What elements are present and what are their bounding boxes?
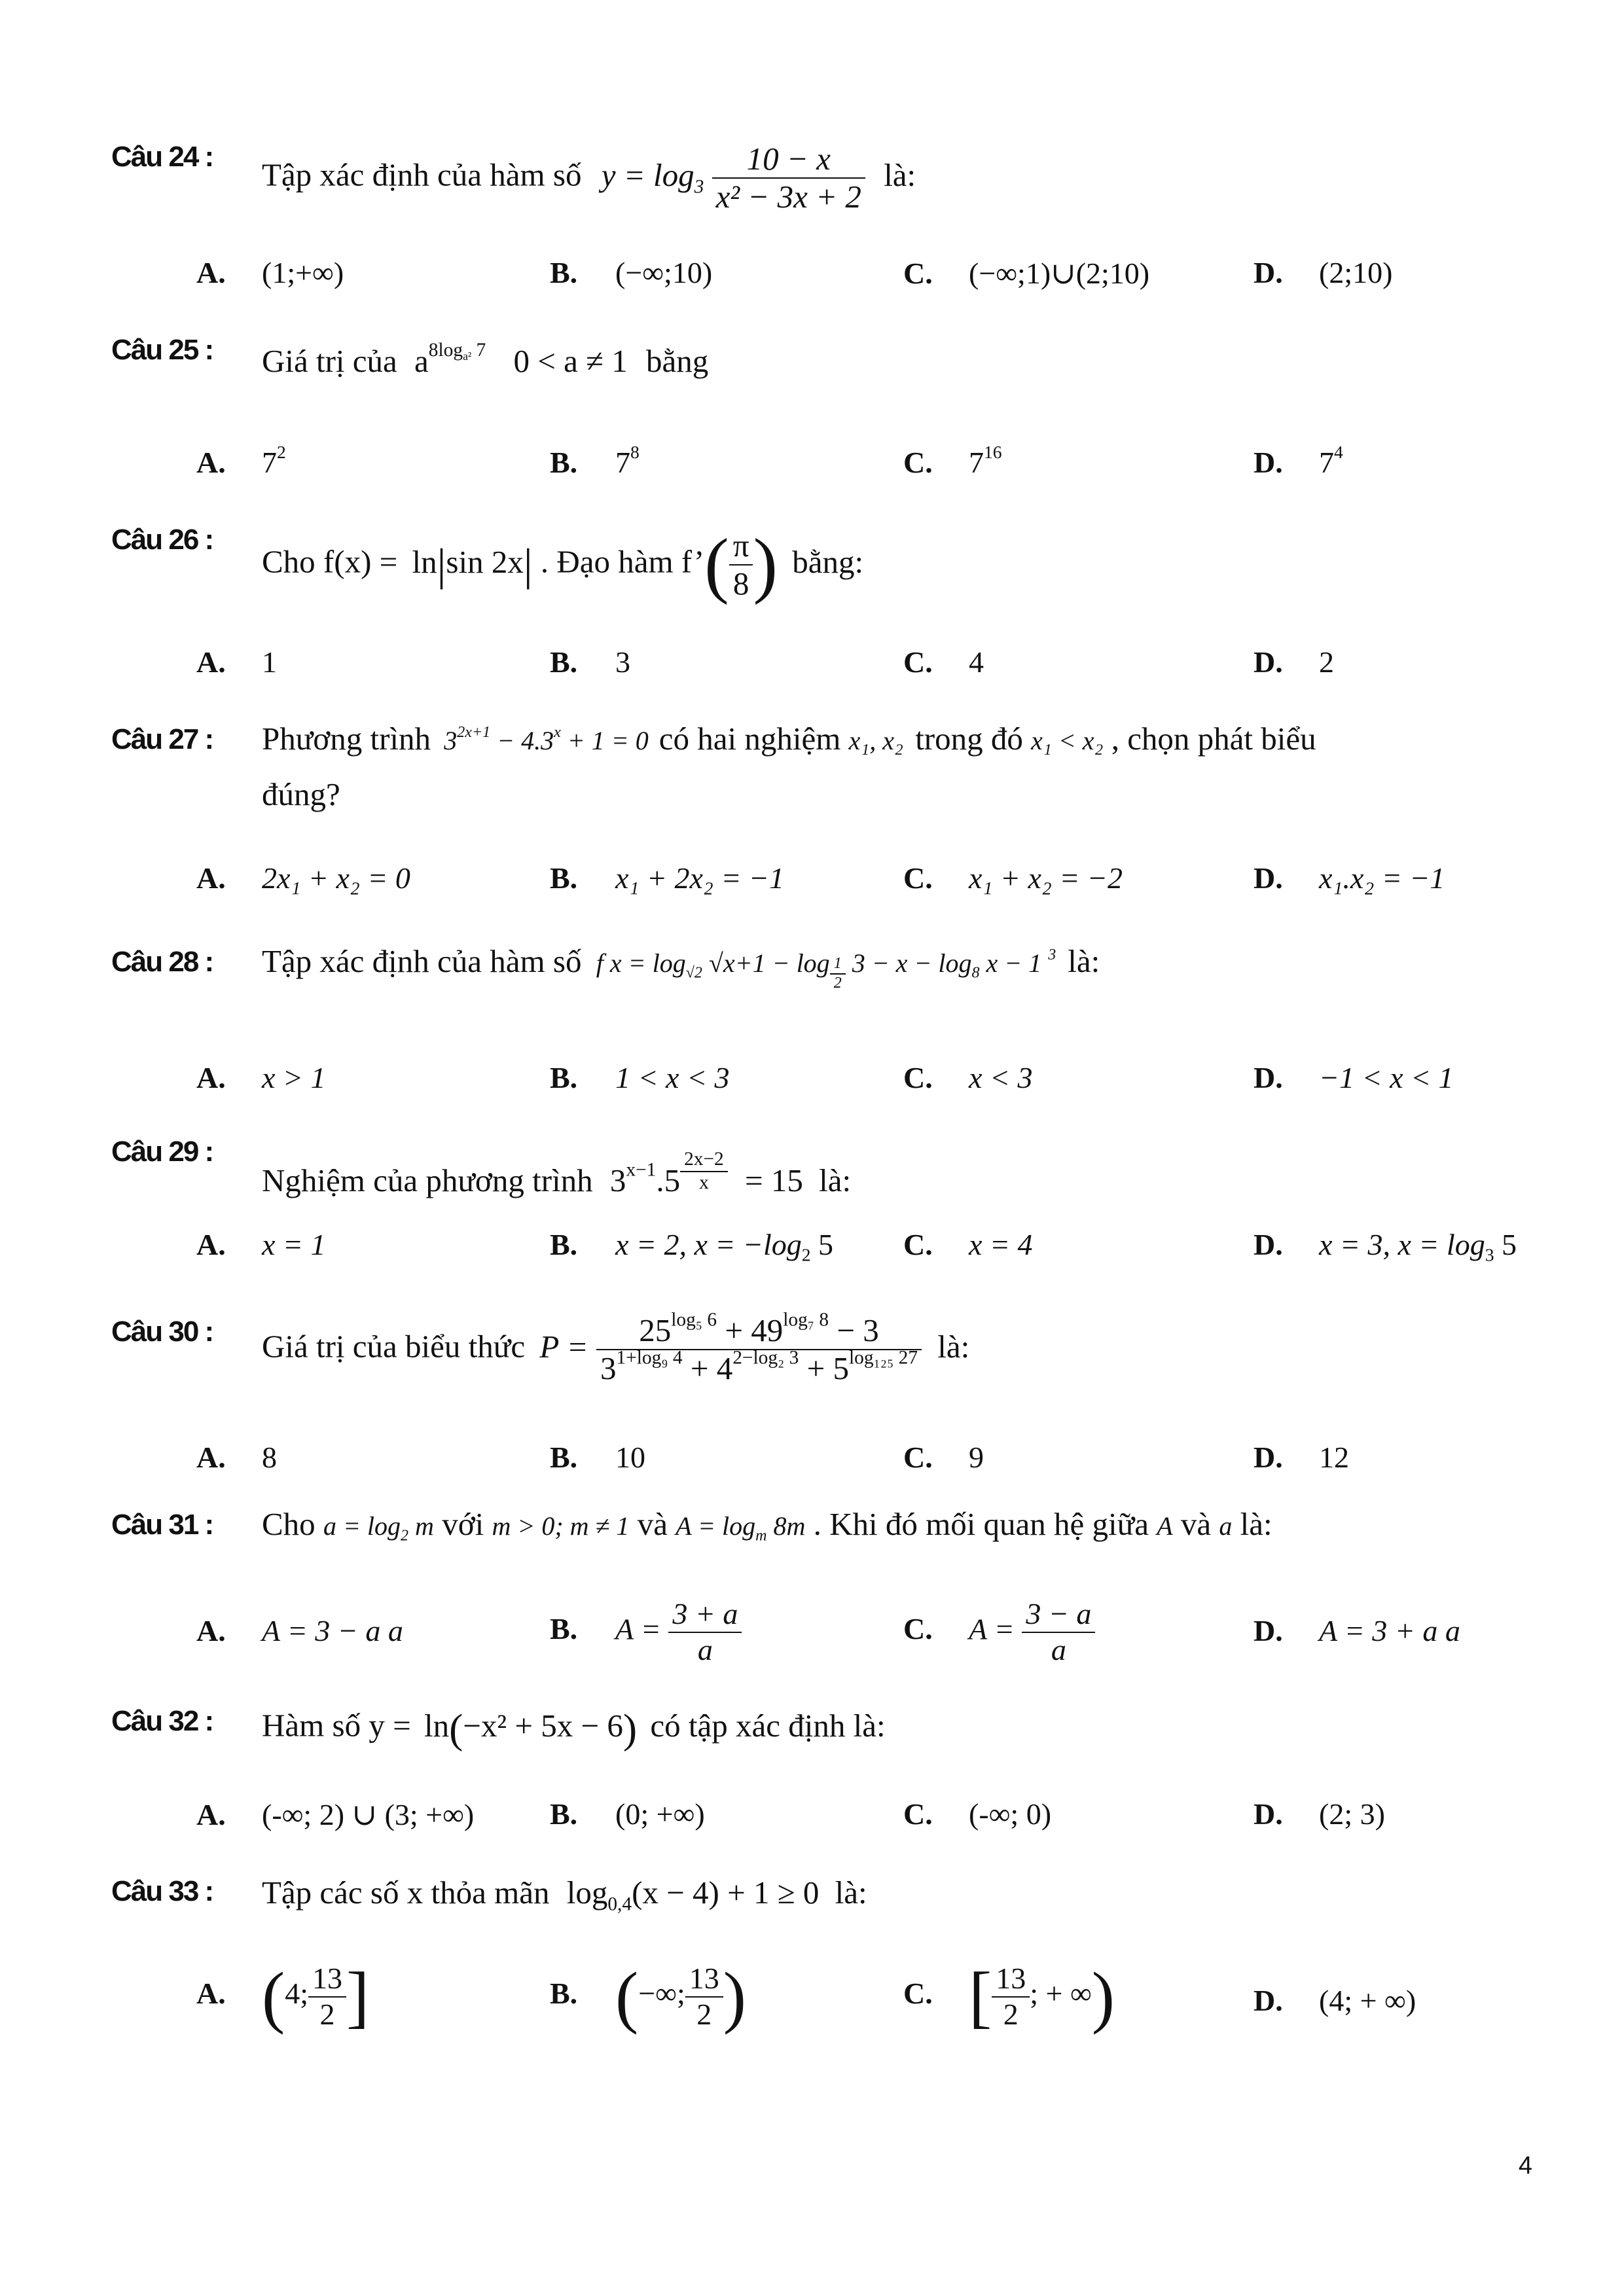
option-c[interactable]: C. x₁ + x₂ = −2 — [903, 861, 1123, 895]
question-stem: Tập xác định của hàm số $y = \log_3$ $\frac{10 - x}{\text{x² − 3x + 2}}$ là: — [262, 141, 916, 215]
question-stem: Cho $a = \log_2 m$ với m > 0; m ≠ 1 và $A = \log_m 8m$ . Khi đó mối quan hệ giữa A và a là: — [262, 1506, 1272, 1545]
option-a[interactable]: A. (4; $\frac{13}{2}$ ] — [196, 1958, 370, 2035]
question-label: Câu 29 : — [111, 1136, 213, 1168]
question-label: Câu 24 : — [111, 141, 213, 173]
option-b[interactable]: B. (0; +∞) — [550, 1797, 705, 1831]
option-c[interactable]: C. [ $\frac{13}{2}$ ; + ∞) — [903, 1958, 1115, 2035]
option-b[interactable]: B. x = 2, $x = -\log_2$ 5 — [550, 1228, 834, 1265]
question-stem-line2: đúng? — [262, 776, 340, 812]
option-b[interactable]: B. 10 — [550, 1441, 645, 1474]
math-expression: ln(−x² + 5x − 6) — [424, 1705, 638, 1751]
math-expression: $a = \log_2 m$ — [323, 1511, 434, 1545]
question-label: Câu 27 : — [111, 723, 213, 755]
option-d[interactable]: D. (4; + ∞) — [1254, 1984, 1416, 2017]
question-stem: Giá trị của biểu thức P = $\frac{25^{log_5 6} + 49^{log_7 8} - 3}{3^{1+log_9 4} + 4^{2-log_2 3} + 5^{log_{125} 27}}$ là: — [262, 1309, 970, 1387]
math-expression: P = $\frac{25^{log_5 6} + 49^{log_7 8} - 3}{3^{1+log_9 4} + 4^{2-log_2 3} + 5^{log_{125} 27}}$ — [539, 1329, 929, 1365]
question-stem: Tập các số x thỏa mãn $\log_{0,4}(x - 4) + 1 \ge 0$ là: — [262, 1874, 867, 1915]
option-a[interactable]: A. (-∞; 2) ∪ (3; +∞) — [196, 1798, 475, 1831]
math-expression: $A = \log_m 8m$ — [676, 1511, 806, 1545]
fraction: $\frac{\pi}{8}$ — [729, 528, 753, 603]
option-b[interactable]: B. 1 < x < 3 — [550, 1061, 730, 1094]
math-expression: ln|sin 2x| — [412, 539, 533, 590]
option-d[interactable]: D. $7^4$ — [1254, 441, 1343, 479]
question-label: Câu 30 : — [111, 1316, 213, 1348]
option-a[interactable]: A. $7^2$ — [196, 441, 286, 479]
option-d[interactable]: D. A = 3 + a a — [1254, 1614, 1460, 1647]
option-b[interactable]: B. (−∞;10) — [550, 256, 713, 289]
math-expression: $3^{x-1}.5$ $^{\frac{2x-2}{x}}$ = 15 — [609, 1149, 803, 1199]
option-a[interactable]: A. (1;+∞) — [196, 256, 344, 289]
question-label: Câu 26 : — [111, 524, 213, 556]
question-stem: Cho f(x) = ln|sin 2x| . Đạo hàm f’( $\frac{\pi}{8}$ ) bằng: — [262, 524, 864, 605]
option-d[interactable]: D. x₁.x₂ = −1 — [1254, 861, 1445, 895]
fraction: $\frac{10 - x}{\text{x² − 3x + 2}}$ — [712, 141, 865, 216]
option-a[interactable]: A. x = 1 — [196, 1228, 326, 1261]
option-c[interactable]: C. $7^{16}$ — [903, 441, 1002, 479]
option-d[interactable]: D. (2;10) — [1254, 256, 1393, 289]
math-expression: m > 0; m ≠ 1 — [492, 1511, 630, 1541]
question-stem: Giá trị của $a^{8log_{a^2} 7}$ 0 < a ≠ 1 bằng — [262, 340, 709, 379]
math-expression: x₁ < x₂ — [1031, 726, 1104, 755]
fraction: $\frac{25^{log_5 6} + 49^{log_7 8} - 3}{3^{1+log_9 4} + 4^{2-log_2 3} + 5^{log_{125} 27}}$ — [596, 1312, 922, 1388]
math-expression: $y = \log_3$ $\frac{10 - x}{\text{x² − 3x + 2}}$ — [602, 157, 873, 193]
option-c[interactable]: C. x < 3 — [903, 1061, 1033, 1094]
option-d[interactable]: D. 12 — [1254, 1441, 1349, 1474]
option-c[interactable]: C. x = 4 — [903, 1228, 1033, 1261]
option-a[interactable]: A. 1 — [196, 645, 277, 679]
question-label: Câu 25 : — [111, 334, 213, 366]
question-stem: Hàm số y = ln(−x² + 5x − 6) có tập xác định là: — [262, 1705, 886, 1751]
option-b[interactable]: B. x₁ + 2x₂ = −1 — [550, 861, 784, 895]
math-expression: $a^{8log_{a^2} 7}$ 0 < a ≠ 1 — [414, 340, 628, 379]
option-a[interactable]: A. 2x₁ + x₂ = 0 — [196, 861, 410, 895]
question-stem: Tập xác định của hàm số f $x = \log_{√2} √x+1 - \log$ $_{\frac{1}{2}}$ $3 - x - \log_8 x - 1$ $^3$ là: — [262, 943, 1100, 992]
option-b[interactable]: B. $7^8$ — [550, 441, 640, 479]
option-c[interactable]: C. A = $\frac{3 - a}{a}$ — [903, 1597, 1095, 1668]
option-a[interactable]: A. A = 3 − a a — [196, 1614, 403, 1647]
option-d[interactable]: D. −1 < x < 1 — [1254, 1061, 1454, 1094]
option-b[interactable]: B. (−∞; $\frac{13}{2}$ ) — [550, 1958, 746, 2035]
math-expression: $3^{2x+1} - 4.3^x + 1 = 0$ — [444, 723, 649, 755]
question-label: Câu 32 : — [111, 1705, 213, 1737]
option-c[interactable]: C. (−∞;1)∪(2;10) — [903, 257, 1150, 290]
question-stem: Phương trình $3^{2x+1} - 4.3^x + 1 = 0$ có hai nghiệm x₁, x₂ trong đó x₁ < x₂ , chọn phát biểu — [262, 721, 1316, 757]
option-d[interactable]: D. (2; 3) — [1254, 1797, 1385, 1831]
option-c[interactable]: C. 4 — [903, 645, 984, 679]
math-expression: f $x = \log_{√2} √x+1 - \log$ $_{\frac{1}{2}}$ $3 - x - \log_8 x - 1$ $^3$ — [596, 946, 1056, 992]
option-d[interactable]: D. x = 3, $x = \log_3 5$ — [1254, 1228, 1517, 1265]
option-c[interactable]: C. 9 — [903, 1441, 984, 1474]
question-label: Câu 33 : — [111, 1875, 213, 1907]
option-b[interactable]: B. 3 — [550, 645, 630, 679]
math-expression: x₁, x₂ — [848, 726, 903, 755]
option-b[interactable]: B. A = $\frac{3 + a}{a}$ — [550, 1597, 742, 1668]
option-a[interactable]: A. 8 — [196, 1441, 277, 1474]
option-d[interactable]: D. 2 — [1254, 645, 1334, 679]
question-label: Câu 28 : — [111, 946, 213, 978]
question-stem: Nghiệm của phương trình $3^{x-1}.5$ $^{\frac{2x-2}{x}}$ = 15 là: — [262, 1149, 852, 1199]
option-a[interactable]: A. x > 1 — [196, 1061, 326, 1094]
option-c[interactable]: C. (-∞; 0) — [903, 1797, 1052, 1831]
question-label: Câu 31 : — [111, 1509, 213, 1541]
page-number: 4 — [1518, 2152, 1532, 2179]
math-expression: $\log_{0,4}(x - 4) + 1 \ge 0$ — [566, 1874, 820, 1915]
